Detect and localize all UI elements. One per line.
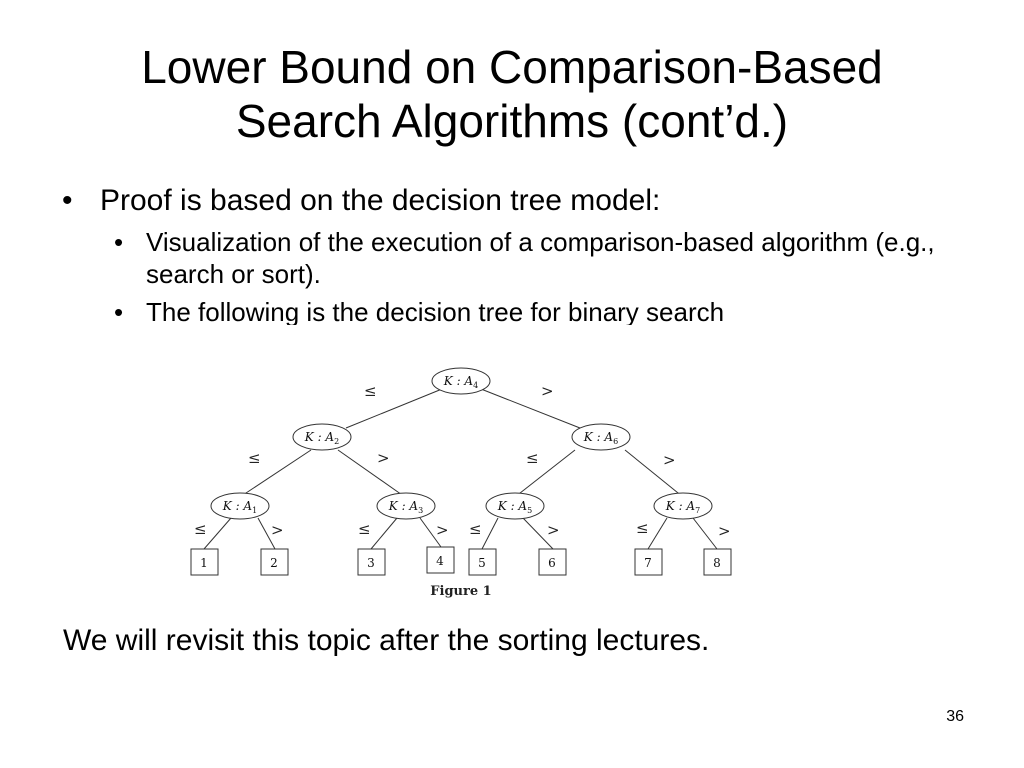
sub-bullet-dot: • bbox=[114, 297, 124, 325]
leaf-label: 7 bbox=[644, 556, 652, 570]
node-subscript: 5 bbox=[527, 506, 533, 515]
node-subscript: 1 bbox=[252, 506, 258, 515]
slide-number: 36 bbox=[946, 708, 964, 725]
slide-title-line-2: Search Algorithms (cont’d.) bbox=[235, 95, 789, 147]
sub-bullet-2-text: The following is the decision tree for binary search bbox=[146, 297, 725, 325]
node-label bbox=[665, 499, 700, 515]
tree-node-n1 bbox=[211, 493, 269, 519]
tree-leaf bbox=[469, 549, 496, 575]
edge-label-le: ≤ bbox=[469, 520, 482, 538]
figure-caption: Figure 1 bbox=[430, 584, 492, 599]
bullet-main-text: Proof is based on the decision tree model: bbox=[100, 184, 661, 217]
edge-label-gt: > bbox=[271, 521, 284, 539]
edge-label-gt: > bbox=[663, 451, 676, 469]
tree-node-n6 bbox=[572, 424, 630, 450]
tree-leaf bbox=[539, 549, 566, 575]
bullet-list bbox=[62, 182, 962, 325]
node-key: K : A bbox=[222, 499, 253, 513]
tree-leaves bbox=[191, 547, 731, 575]
edge-n6-n5 bbox=[515, 450, 575, 497]
bullet-main bbox=[62, 182, 962, 220]
slide-title-line-1: Lower Bound on Comparison-Based bbox=[141, 41, 883, 93]
leaf-label: 5 bbox=[478, 556, 486, 570]
leaf-label: 2 bbox=[270, 556, 278, 570]
edge-label-gt: > bbox=[377, 449, 390, 467]
edge-label-le: ≤ bbox=[526, 449, 539, 467]
edge-label-gt: > bbox=[541, 382, 554, 400]
edge-n7-leaf8 bbox=[693, 518, 717, 549]
node-subscript: 2 bbox=[334, 437, 340, 446]
tree-node-n5 bbox=[486, 493, 544, 519]
node-subscript: 6 bbox=[613, 437, 619, 446]
edge-label-le: ≤ bbox=[358, 520, 371, 538]
edge-label-le: ≤ bbox=[364, 382, 377, 400]
sub-bullet-dot: • bbox=[114, 227, 124, 257]
node-subscript: 3 bbox=[418, 506, 424, 515]
sub-bullet-1-text: Visualization of the execution of a comparison-based algorithm (e.g., search or sort). bbox=[146, 227, 935, 289]
node-label bbox=[304, 430, 339, 446]
leaf-label: 6 bbox=[548, 556, 556, 570]
node-label bbox=[388, 499, 423, 515]
tree-internal-nodes bbox=[211, 368, 712, 519]
node-label bbox=[443, 374, 478, 390]
node-subscript: 7 bbox=[695, 506, 701, 515]
tree-node-n2 bbox=[293, 424, 351, 450]
node-key: K : A bbox=[304, 430, 335, 444]
leaf-label: 3 bbox=[367, 556, 375, 570]
edge-root-n6 bbox=[481, 389, 580, 428]
sub-bullet-2 bbox=[62, 296, 962, 325]
sub-bullet-1 bbox=[62, 226, 962, 290]
edge-label-le: ≤ bbox=[248, 449, 261, 467]
tree-leaf bbox=[704, 549, 731, 575]
node-key: K : A bbox=[388, 499, 419, 513]
tree-node-root bbox=[432, 368, 490, 394]
decision-tree-figure bbox=[180, 358, 750, 603]
edge-label-gt: > bbox=[436, 521, 449, 539]
tree-leaf bbox=[635, 549, 662, 575]
node-label bbox=[583, 430, 618, 446]
edge-n1-leaf1 bbox=[204, 518, 231, 549]
edge-label-le: ≤ bbox=[636, 519, 649, 537]
edge-label-gt: > bbox=[718, 522, 731, 540]
edge-labels bbox=[194, 382, 731, 540]
leaf-label: 8 bbox=[713, 556, 721, 570]
decision-tree-svg bbox=[180, 358, 750, 603]
bullet-dot: • bbox=[62, 184, 73, 217]
tree-leaf bbox=[427, 547, 454, 573]
tree-node-n3 bbox=[377, 493, 435, 519]
node-key: K : A bbox=[497, 499, 528, 513]
node-key: K : A bbox=[665, 499, 696, 513]
node-label bbox=[222, 499, 257, 515]
node-label bbox=[497, 499, 532, 515]
node-subscript: 4 bbox=[473, 381, 479, 390]
tree-node-n7 bbox=[654, 493, 712, 519]
leaf-label: 4 bbox=[436, 554, 444, 568]
node-key: K : A bbox=[583, 430, 614, 444]
slide-title bbox=[0, 40, 1024, 148]
closing-remark: We will revisit this topic after the sorting lectures. bbox=[63, 624, 710, 657]
node-key: K : A bbox=[443, 374, 474, 388]
edge-root-n2 bbox=[346, 389, 442, 428]
tree-leaf bbox=[191, 549, 218, 575]
edge-n3-leaf3 bbox=[371, 518, 397, 549]
tree-leaf bbox=[358, 549, 385, 575]
edge-label-gt: > bbox=[547, 521, 560, 539]
tree-leaf bbox=[261, 549, 288, 575]
leaf-label: 1 bbox=[200, 556, 208, 570]
edge-label-le: ≤ bbox=[194, 520, 207, 538]
edge-n2-n3 bbox=[338, 450, 405, 497]
edge-n5-leaf5 bbox=[482, 518, 498, 549]
edge-n7-leaf7 bbox=[648, 518, 667, 549]
